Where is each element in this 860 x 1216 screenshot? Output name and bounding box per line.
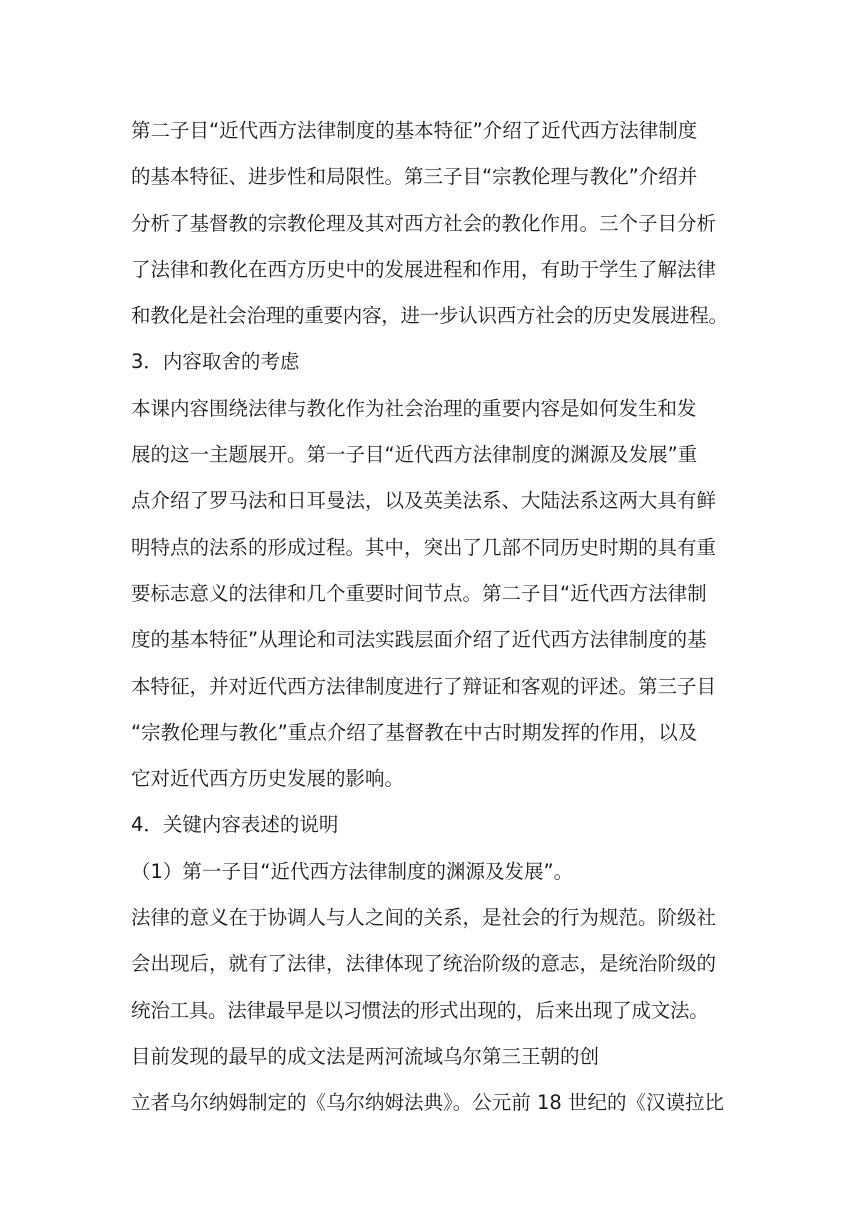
subsection-heading-1: （1）第一子目“近代西方法律制度的渊源及发展”。 [131, 859, 574, 883]
paragraph-line: 目前发现的最早的成文法是两河流域乌尔第三王朝的创 [131, 1044, 600, 1068]
body-text [131, 108, 741, 1127]
paragraph-line: 了法律和教化在西方历史中的发展进程和作用，有助于学生了解法律 [131, 257, 717, 281]
paragraph-line: 度的基本特征”从理论和司法实践层面介绍了近代西方法律制度的基 [131, 628, 707, 652]
paragraph-line: 和教化是社会治理的重要内容，进一步认识西方社会的历史发展进程。 [131, 304, 728, 328]
paragraph-line: 法律的意义在于协调人与人之间的关系，是社会的行为规范。阶级社 [131, 906, 717, 930]
paragraph-line: 会出现后，就有了法律，法律体现了统治阶级的意志，是统治阶级的 [131, 952, 717, 976]
section-heading-3: 3．内容取舍的考虑 [131, 350, 300, 374]
paragraph-line: 统治工具。法律最早是以习惯法的形式出现的，后来出现了成文法。 [131, 998, 709, 1022]
paragraph-line: 点介绍了罗马法和日耳曼法，以及英美法系、大陆法系这两大具有鲜 [131, 489, 717, 513]
paragraph-line: 的基本特征、进步性和局限性。第三子目“宗教伦理与教化”介绍并 [131, 165, 698, 189]
paragraph-line: 本课内容围绕法律与教化作为社会治理的重要内容是如何发生和发 [131, 396, 697, 420]
paragraph-line: 分析了基督教的宗教伦理及其对西方社会的教化作用。三个子目分析 [131, 211, 717, 235]
section-heading-4: 4．关键内容表述的说明 [131, 813, 339, 837]
paragraph-line: 第二子目“近代西方法律制度的基本特征”介绍了近代西方法律制度 [131, 119, 698, 142]
paragraph-line: 它对近代西方历史发展的影响。 [131, 767, 405, 791]
paragraph-line: 立者乌尔纳姆制定的《乌尔纳姆法典》。公元前 18 世纪的《汉谟拉比 [131, 1091, 724, 1115]
paragraph-line: 要标志意义的法律和几个重要时间节点。第二子目“近代西方法律制 [131, 581, 707, 605]
paragraph-line: “宗教伦理与教化”重点介绍了基督教在中古时期发挥的作用，以及 [131, 720, 698, 744]
paragraph-line: 本特征，并对近代西方法律制度进行了辩证和客观的评述。第三子目 [131, 674, 717, 698]
paragraph-line: 明特点的法系的形成过程。其中，突出了几部不同历史时期的具有重 [131, 535, 717, 559]
paragraph-line: 展的这一主题展开。第一子目“近代西方法律制度的渊源及发展”重 [131, 443, 698, 467]
